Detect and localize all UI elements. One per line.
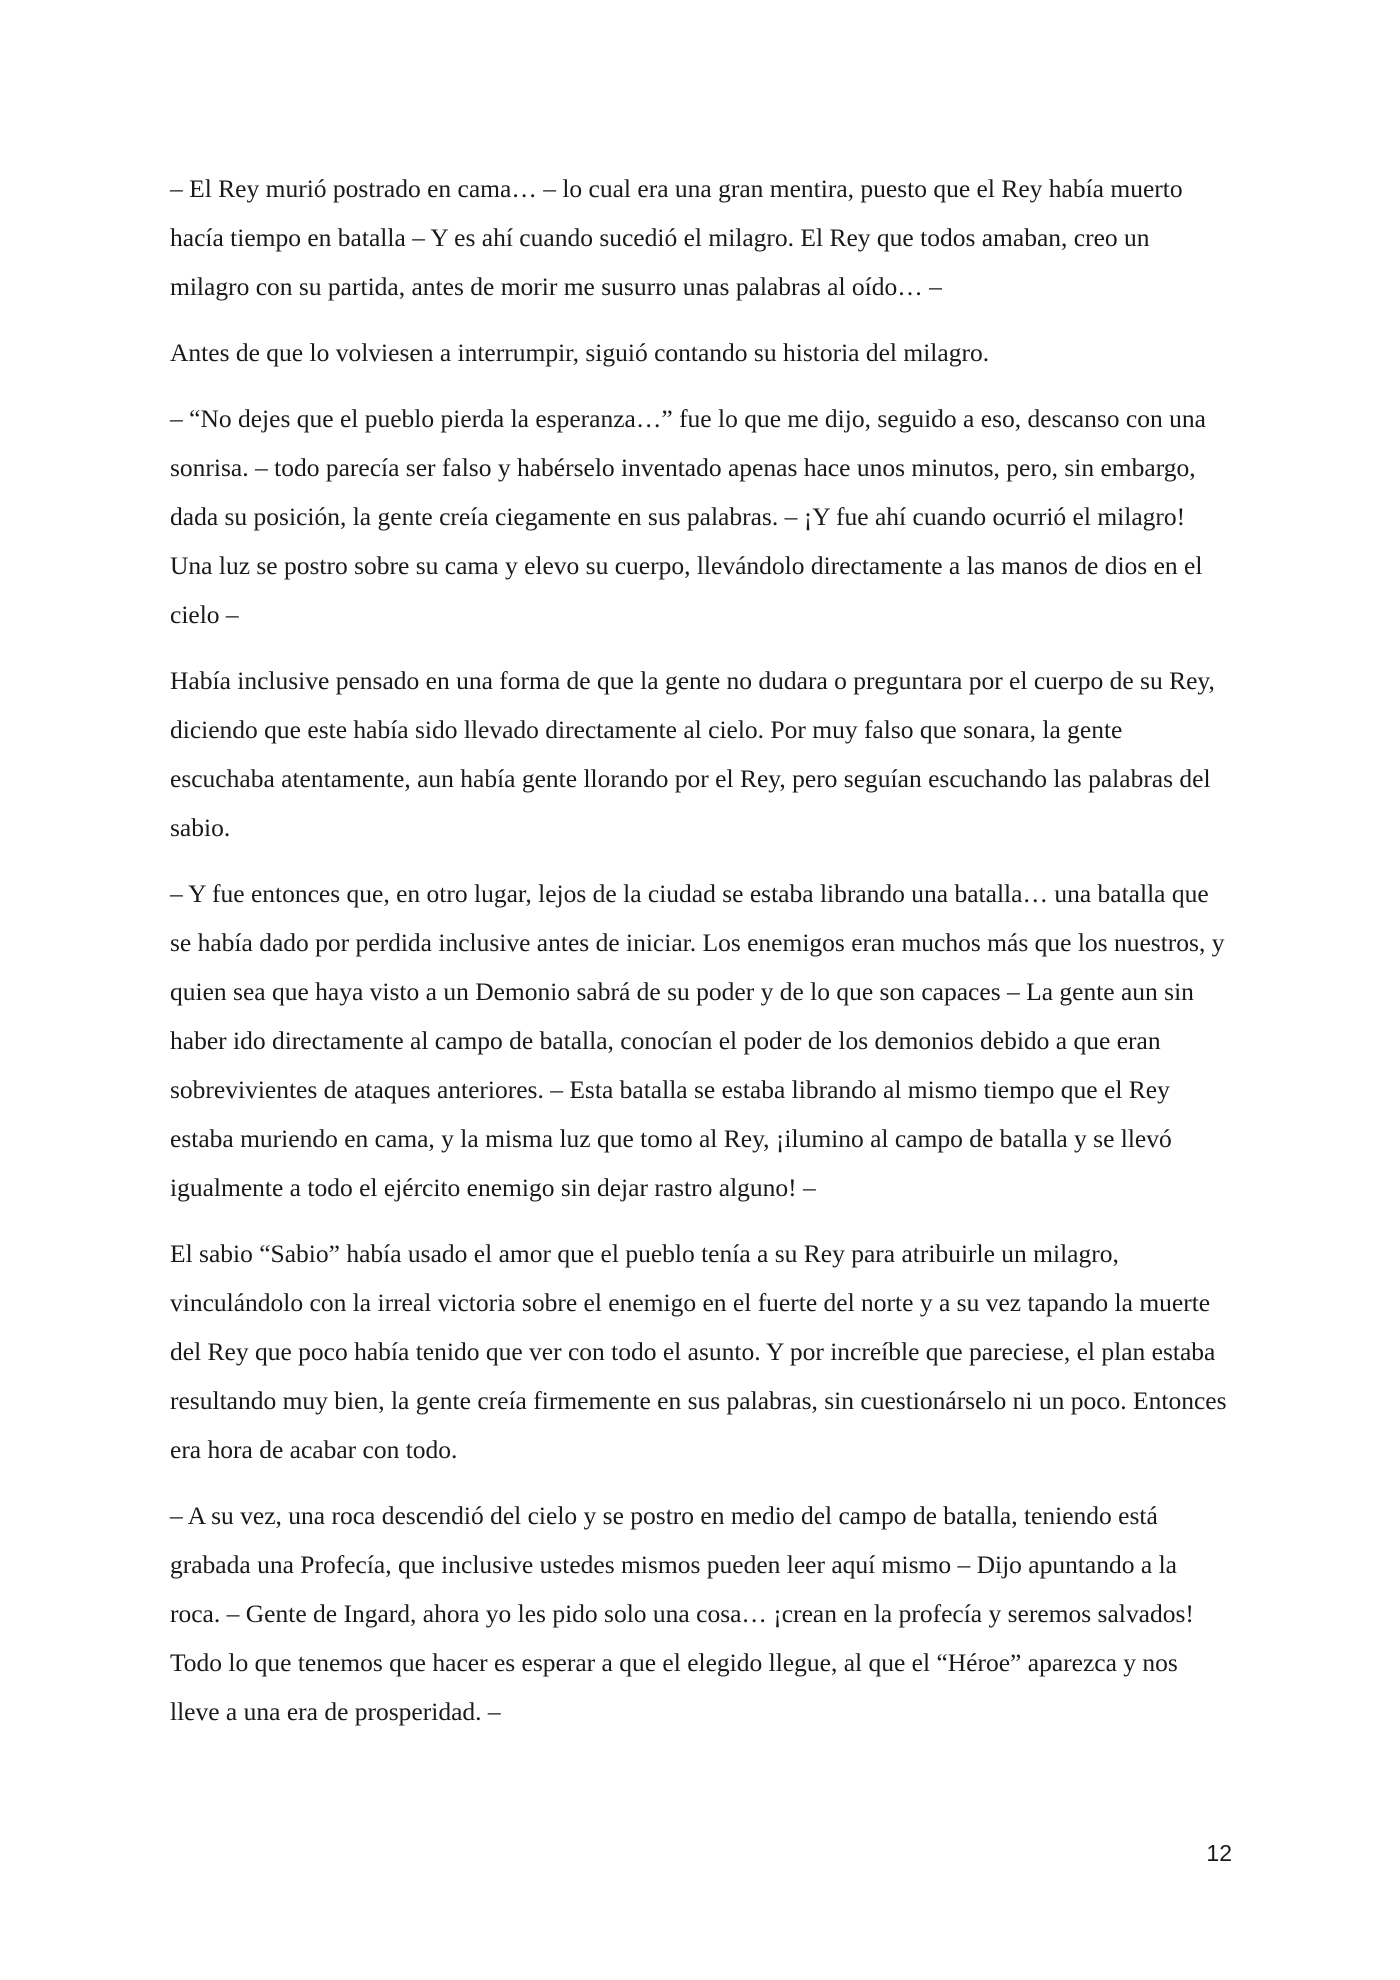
paragraph-7: – A su vez, una roca descendió del cielo y se postro en medio del campo de batalla, teniendo está grabada una Profecía, que inclusive ustedes mismos pueden leer aquí mismo – Dijo apuntando a la roca. – Gente de Ingard, ahora yo les pido solo una cosa… ¡crean en la profecía y seremos salvados! Todo lo que tenemos que hacer es esperar a que el elegido llegue, al que el “Héroe” aparezca y nos lleve a una era de prosperidad. – xyxy=(170,1501,1194,1726)
page-number: 12 xyxy=(1206,1840,1232,1866)
paragraph-1: – El Rey murió postrado en cama… – lo cual era una gran mentira, puesto que el Rey había muerto hacía tiempo en batalla – Y es ahí cuando sucedió el milagro. El Rey que todos amaban, creo un milagro con su partida, antes de morir me susurro unas palabras al oído… – xyxy=(170,174,1183,301)
page-body xyxy=(170,164,1230,1753)
paragraph-2: Antes de que lo volviesen a interrumpir, siguió contando su historia del milagro. xyxy=(170,338,990,367)
paragraph-3: – “No dejes que el pueblo pierda la esperanza…” fue lo que me dijo, seguido a eso, descanso con una sonrisa. – todo parecía ser falso y habérselo inventado apenas hace unos minutos, pero, sin embargo, dada su posición, la gente creía ciegamente en sus palabras. – ¡Y fue ahí cuando ocurrió el milagro! Una luz se postro sobre su cama y elevo su cuerpo, llevándolo directamente a las manos de dios en el cielo – xyxy=(170,404,1206,629)
paragraph-5: – Y fue entonces que, en otro lugar, lejos de la ciudad se estaba librando una batalla… una batalla que se había dado por perdida inclusive antes de iniciar. Los enemigos eran muchos más que los nuestros, y quien sea que haya visto a un Demonio sabrá de su poder y de lo que son capaces – La gente aun sin haber ido directamente al campo de batalla, conocían el poder de los demonios debido a que eran sobrevivientes de ataques anteriores. – Esta batalla se estaba librando al mismo tiempo que el Rey estaba muriendo en cama, y la misma luz que tomo al Rey, ¡ilumino al campo de batalla y se llevó igualmente a todo el ejército enemigo sin dejar rastro alguno! – xyxy=(170,879,1225,1202)
paragraph-6: El sabio “Sabio” había usado el amor que el pueblo tenía a su Rey para atribuirle un milagro, vinculándolo con la irreal victoria sobre el enemigo en el fuerte del norte y a su vez tapando la muerte del Rey que poco había tenido que ver con todo el asunto. Y por increíble que pareciese, el plan estaba resultando muy bien, la gente creía firmemente en sus palabras, sin cuestionárselo ni un poco. Entonces era hora de acabar con todo. xyxy=(170,1239,1227,1464)
paragraph-4: Había inclusive pensado en una forma de que la gente no dudara o preguntara por el cuerpo de su Rey, diciendo que este había sido llevado directamente al cielo. Por muy falso que sonara, la gente escuchaba atentamente, aun había gente llorando por el Rey, pero seguían escuchando las palabras del sabio. xyxy=(170,666,1215,842)
